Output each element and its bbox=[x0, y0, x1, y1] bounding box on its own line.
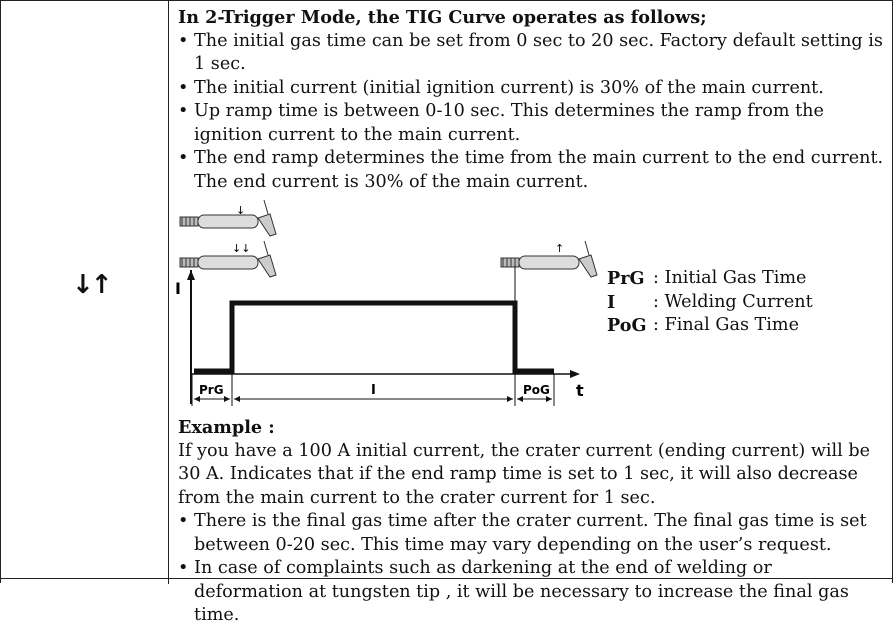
current-curve bbox=[194, 303, 554, 371]
bullet-item: • Up ramp time is between 0-10 sec. This determines the ramp from the ignition current to the main current. bbox=[178, 100, 884, 147]
example-title: Example : bbox=[178, 417, 275, 438]
legend-desc: : Initial Gas Time bbox=[653, 268, 807, 288]
bottom-bullet-list bbox=[178, 510, 884, 628]
legend-desc: : Final Gas Time bbox=[653, 315, 800, 335]
x-axis-label: t bbox=[576, 381, 584, 400]
legend-row bbox=[607, 291, 813, 315]
prg-arrowhead-right bbox=[224, 396, 230, 402]
diagram-legend bbox=[607, 267, 813, 338]
legend-key: PrG bbox=[607, 268, 645, 289]
example-text: If you have a 100 A initial current, the crater current (ending current) will be 30 A. Indicates that if the end ramp time is set to 1 sec, it will also decrease from the main current to the crater current for 1 sec. bbox=[178, 440, 871, 508]
trigger-release-arrow: ↑ bbox=[555, 242, 565, 255]
description-cell bbox=[175, 6, 884, 628]
legend-key: PoG bbox=[607, 315, 647, 336]
i-arrowhead-right bbox=[507, 396, 513, 402]
i-arrowhead-left bbox=[234, 396, 240, 402]
trigger-hold-arrows: ↓↓ bbox=[232, 242, 251, 255]
bullet-item: • The end ramp determines the time from the main current to the end current. The end current is 30% of the main current. bbox=[178, 147, 884, 194]
y-axis-arrowhead bbox=[187, 270, 195, 280]
x-axis-arrowhead bbox=[570, 370, 580, 378]
y-axis-label: I bbox=[175, 279, 181, 298]
section-heading: In 2-Trigger Mode, the TIG Curve operates as follows; bbox=[178, 7, 707, 28]
legend-desc: : Welding Current bbox=[653, 291, 813, 312]
i-segment-label: I bbox=[371, 383, 376, 398]
bullet-item: • In case of complaints such as darkening at the end of welding or deformation at tungsten tip , it will be necessary to increase the final gas time. bbox=[178, 557, 884, 628]
tig-curve-figure bbox=[175, 194, 884, 416]
legend-key: I bbox=[607, 291, 616, 313]
bullet-item: • The initial gas time can be set from 0 sec to 20 sec. Factory default setting is 1 sec. bbox=[178, 30, 884, 77]
legend-row bbox=[607, 314, 813, 338]
bullet-item: • The initial current (initial ignition current) is 30% of the main current. bbox=[178, 77, 884, 101]
trigger-press-arrow: ↓ bbox=[236, 204, 246, 217]
torch-hold-icon bbox=[180, 241, 276, 277]
top-bullet-list bbox=[178, 30, 884, 195]
pog-segment-label: PoG bbox=[523, 383, 550, 397]
column-divider bbox=[168, 0, 169, 584]
torch-press-icon bbox=[180, 200, 276, 236]
trigger-mode-icon: ↓↑ bbox=[72, 270, 110, 300]
bullet-item: • There is the final gas time after the crater current. The final gas time is set between 0-20 sec. This time may vary depending on the user’s request. bbox=[178, 510, 884, 557]
legend-row bbox=[607, 267, 813, 291]
prg-segment-label: PrG bbox=[199, 383, 224, 397]
